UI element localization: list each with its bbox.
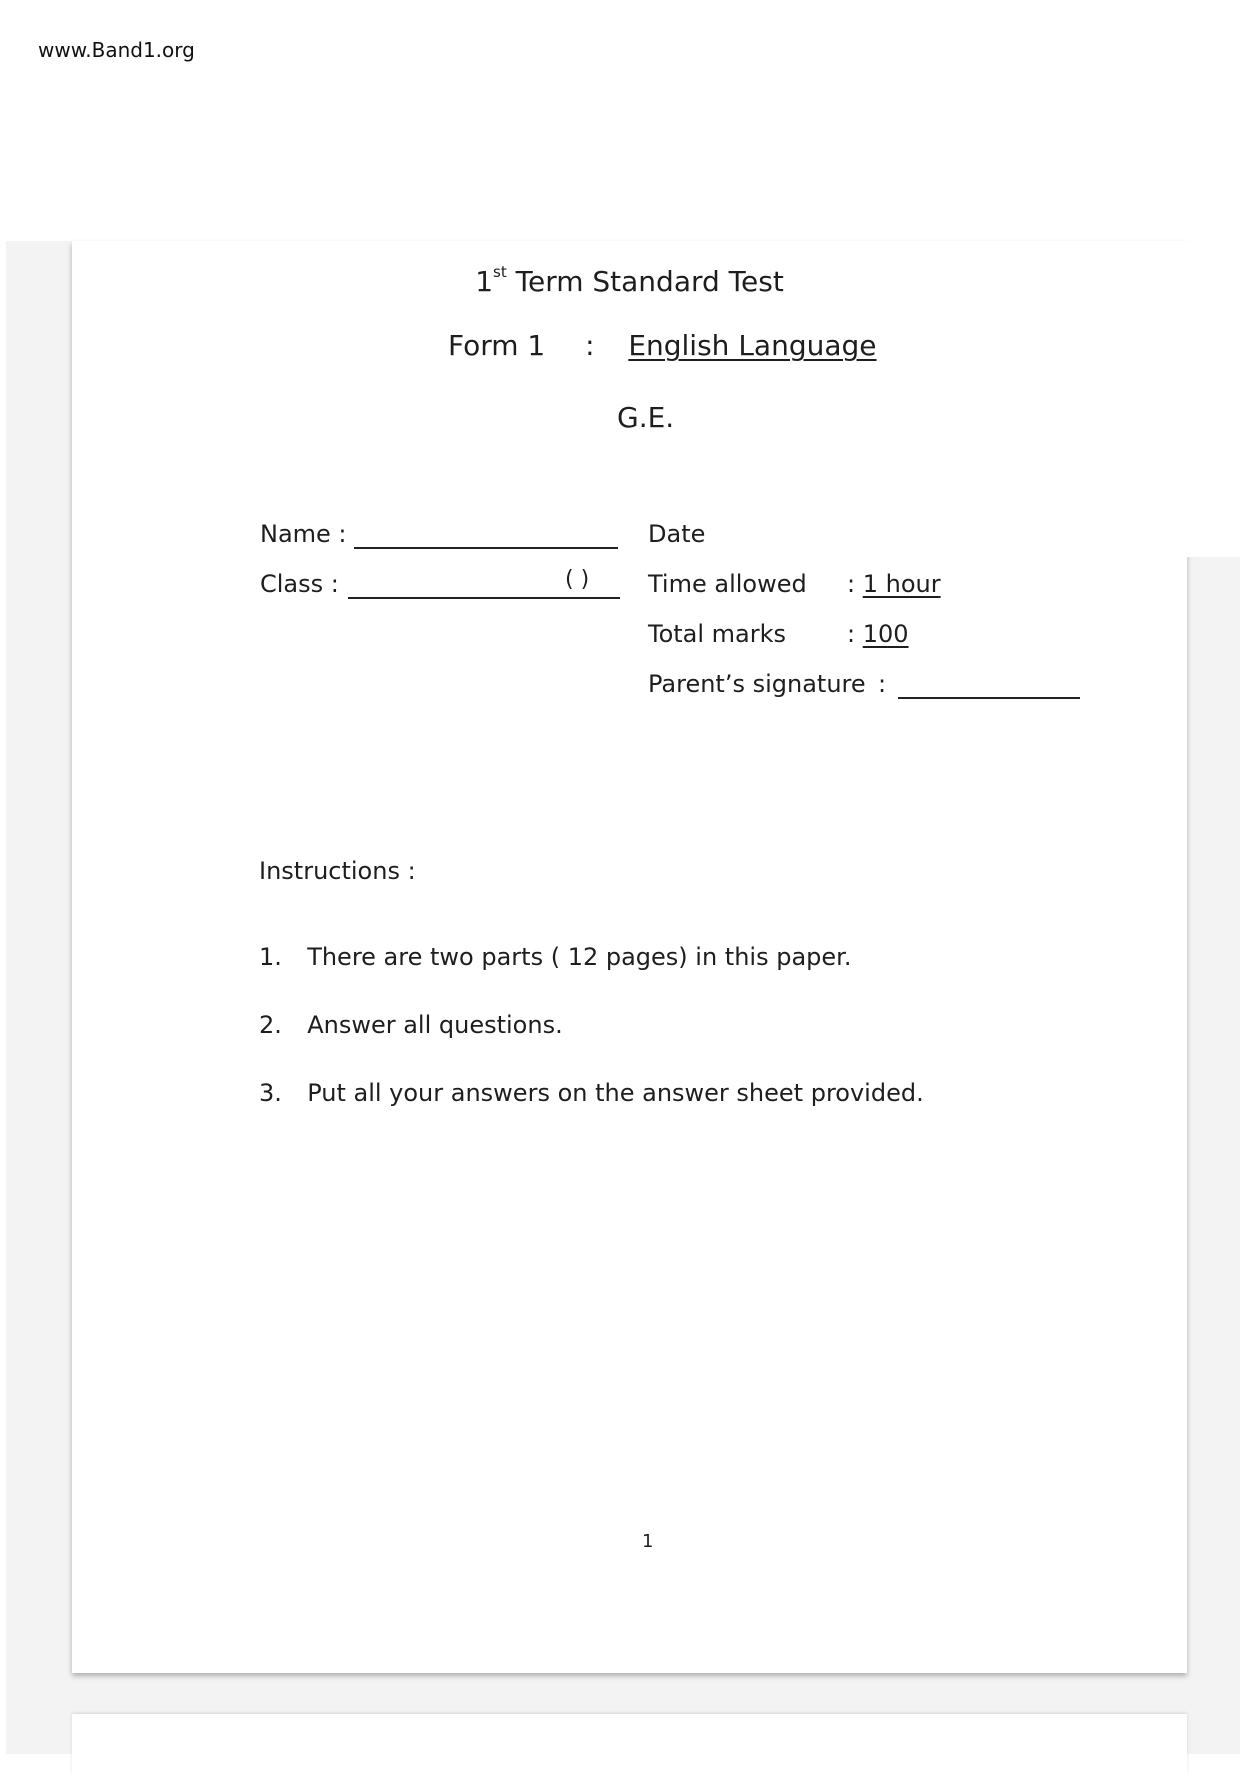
subject-name: English Language bbox=[628, 329, 877, 362]
marks-value: 100 bbox=[862, 620, 909, 648]
document-page-1 bbox=[72, 241, 1187, 1673]
title-rest: Term Standard Test bbox=[506, 265, 784, 298]
time-value: 1 hour bbox=[862, 570, 941, 598]
time-colon: : bbox=[847, 570, 856, 598]
total-marks-value bbox=[847, 620, 909, 648]
name-label: Name : bbox=[260, 520, 347, 548]
instruction-number: 2. bbox=[259, 1011, 282, 1039]
instruction-item-2 bbox=[259, 1011, 563, 1039]
marks-colon: : bbox=[847, 620, 856, 648]
site-url[interactable]: www.Band1.org bbox=[38, 38, 195, 62]
time-allowed-value bbox=[847, 570, 941, 598]
title-superscript: st bbox=[493, 262, 507, 281]
instruction-number: 1. bbox=[259, 943, 282, 971]
viewer-right-strip bbox=[1187, 241, 1240, 557]
instruction-item-3 bbox=[259, 1079, 924, 1107]
total-marks-label: Total marks bbox=[648, 620, 787, 648]
class-label: Class : bbox=[260, 570, 339, 598]
date-label: Date bbox=[648, 520, 706, 548]
page-number: 1 bbox=[642, 1531, 654, 1552]
form-line bbox=[448, 329, 877, 362]
signature-blank bbox=[898, 697, 1080, 699]
form-separator: : bbox=[585, 329, 595, 362]
instruction-number: 3. bbox=[259, 1079, 282, 1107]
signature-label: Parent’s signature bbox=[648, 670, 866, 698]
instructions-heading: Instructions : bbox=[259, 857, 416, 885]
class-blank bbox=[348, 597, 620, 599]
instruction-text: There are two parts ( 12 pages) in this paper. bbox=[307, 943, 852, 971]
instruction-item-1 bbox=[259, 943, 851, 971]
class-number-bracket: ( ) bbox=[565, 567, 590, 592]
form-label: Form 1 bbox=[448, 329, 546, 362]
instruction-text: Put all your answers on the answer sheet provided. bbox=[307, 1079, 924, 1107]
time-allowed-label: Time allowed bbox=[648, 570, 807, 598]
name-blank bbox=[354, 547, 618, 549]
stream-label: G.E. bbox=[617, 401, 675, 434]
test-title bbox=[72, 262, 1187, 298]
title-prefix: 1 bbox=[475, 265, 494, 298]
document-page-2-top bbox=[72, 1714, 1187, 1774]
signature-colon: : bbox=[878, 670, 887, 698]
instruction-text: Answer all questions. bbox=[307, 1011, 563, 1039]
